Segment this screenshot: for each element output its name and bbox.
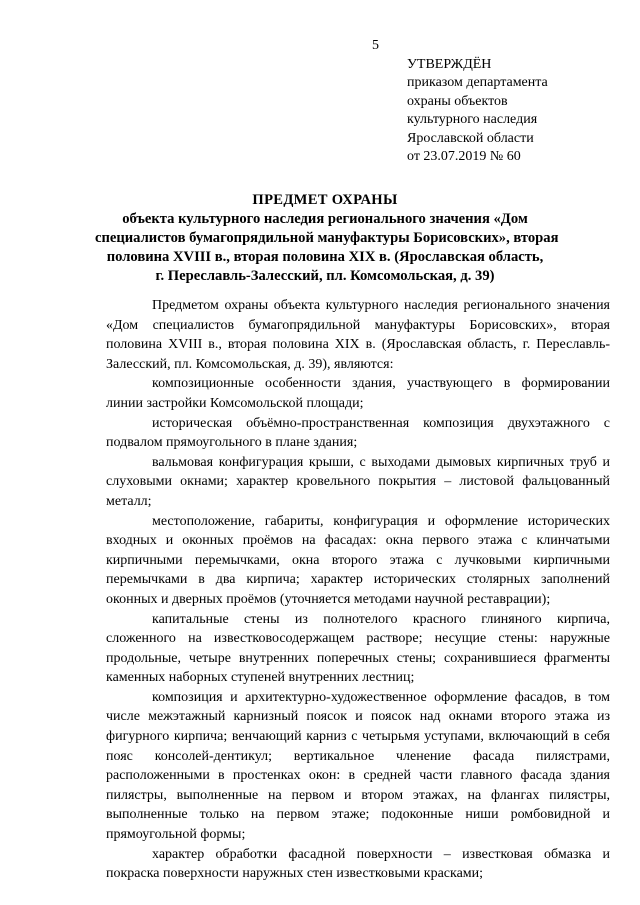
body-paragraph: характер обработки фасадной поверхности – известковая обмазка и покраска поверхности наружных стен известковыми красками; xyxy=(106,846,610,882)
approval-line: охраны объектов xyxy=(407,93,508,109)
document-body xyxy=(106,296,610,884)
heading-line: объекта культурного наследия регионального значения «Дом xyxy=(122,211,528,227)
approval-line: от 23.07.2019 № 60 xyxy=(407,149,521,165)
approval-line: приказом департамента xyxy=(407,75,548,91)
body-paragraph: капитальные стены из полнотелого красного глиняного кирпича, сложенного на известковосодержащем растворе; несущие стены: наружные продольные, четыре внутренних поперечных стены; сохранившиеся фрагменты каменных наборных ступеней внутренних лестниц; xyxy=(106,611,610,686)
heading-title: ПРЕДМЕТ ОХРАНЫ xyxy=(252,192,398,208)
document-heading xyxy=(95,191,559,286)
body-paragraph: композиция и архитектурно-художественное оформление фасадов, в том числе межэтажный карнизный поясок и поясок над окнами второго этажа из фигурного кирпича; венчающий карниз с четырьмя уступами, включающий в себя пояс консолей-дентикул; вертикальное членение фасада пилястрами, расположенными в простенках окон: в средней части главного фасада здания пилястры, выполненные на первом и втором этажах, на флангах пилястры, выполненные только на первом этаже; подоконные ниши ромбовидной и прямоугольной формы; xyxy=(106,689,610,843)
heading-line: г. Переславль-Залесский, пл. Комсомольская, д. 39) xyxy=(155,268,495,284)
approval-line: Ярославской области xyxy=(407,130,534,146)
heading-line: половина XVIII в., вторая половина XIX в. (Ярославская область, xyxy=(106,249,544,265)
body-paragraph: Предметом охраны объекта культурного наследия регионального значения «Дом специалистов бумагопрядильной мануфактуры Борисовских», вторая половина XVIII в., вторая половина XIX в. (Ярославская область, г. Переславль-Залесский, пл. Комсомольская, д. 39), являются: xyxy=(106,298,610,372)
heading-line: специалистов бумагопрядильной мануфактуры Борисовских», вторая xyxy=(95,230,559,246)
approval-block xyxy=(407,56,548,166)
page-number: 5 xyxy=(372,38,379,53)
body-paragraph: историческая объёмно-пространственная композиция двухэтажного с подвалом прямоугольного в плане здания; xyxy=(106,415,610,451)
body-paragraph: композиционные особенности здания, участвующего в формировании линии застройки Комсомольской площади; xyxy=(106,376,610,411)
approval-line: культурного наследия xyxy=(407,112,538,128)
body-paragraph: местоположение, габариты, конфигурация и оформление исторических входных и оконных проёмов на фасадах: окна первого этажа с клинчатыми кирпичными перемычками, окна второго этажа с лучковыми кирпичными перемычками в два кирпича; характер исторических столярных заполнений оконных и дверных проёмов (уточняется методами научной реставрации); xyxy=(106,513,610,607)
body-paragraph: вальмовая конфигурация крыши, с выходами дымовых кирпичных труб и слуховыми окнами; характер кровельного покрытия – листовой фальцованный металл; xyxy=(106,454,610,509)
approval-line: УТВЕРЖДЁН xyxy=(407,57,492,72)
